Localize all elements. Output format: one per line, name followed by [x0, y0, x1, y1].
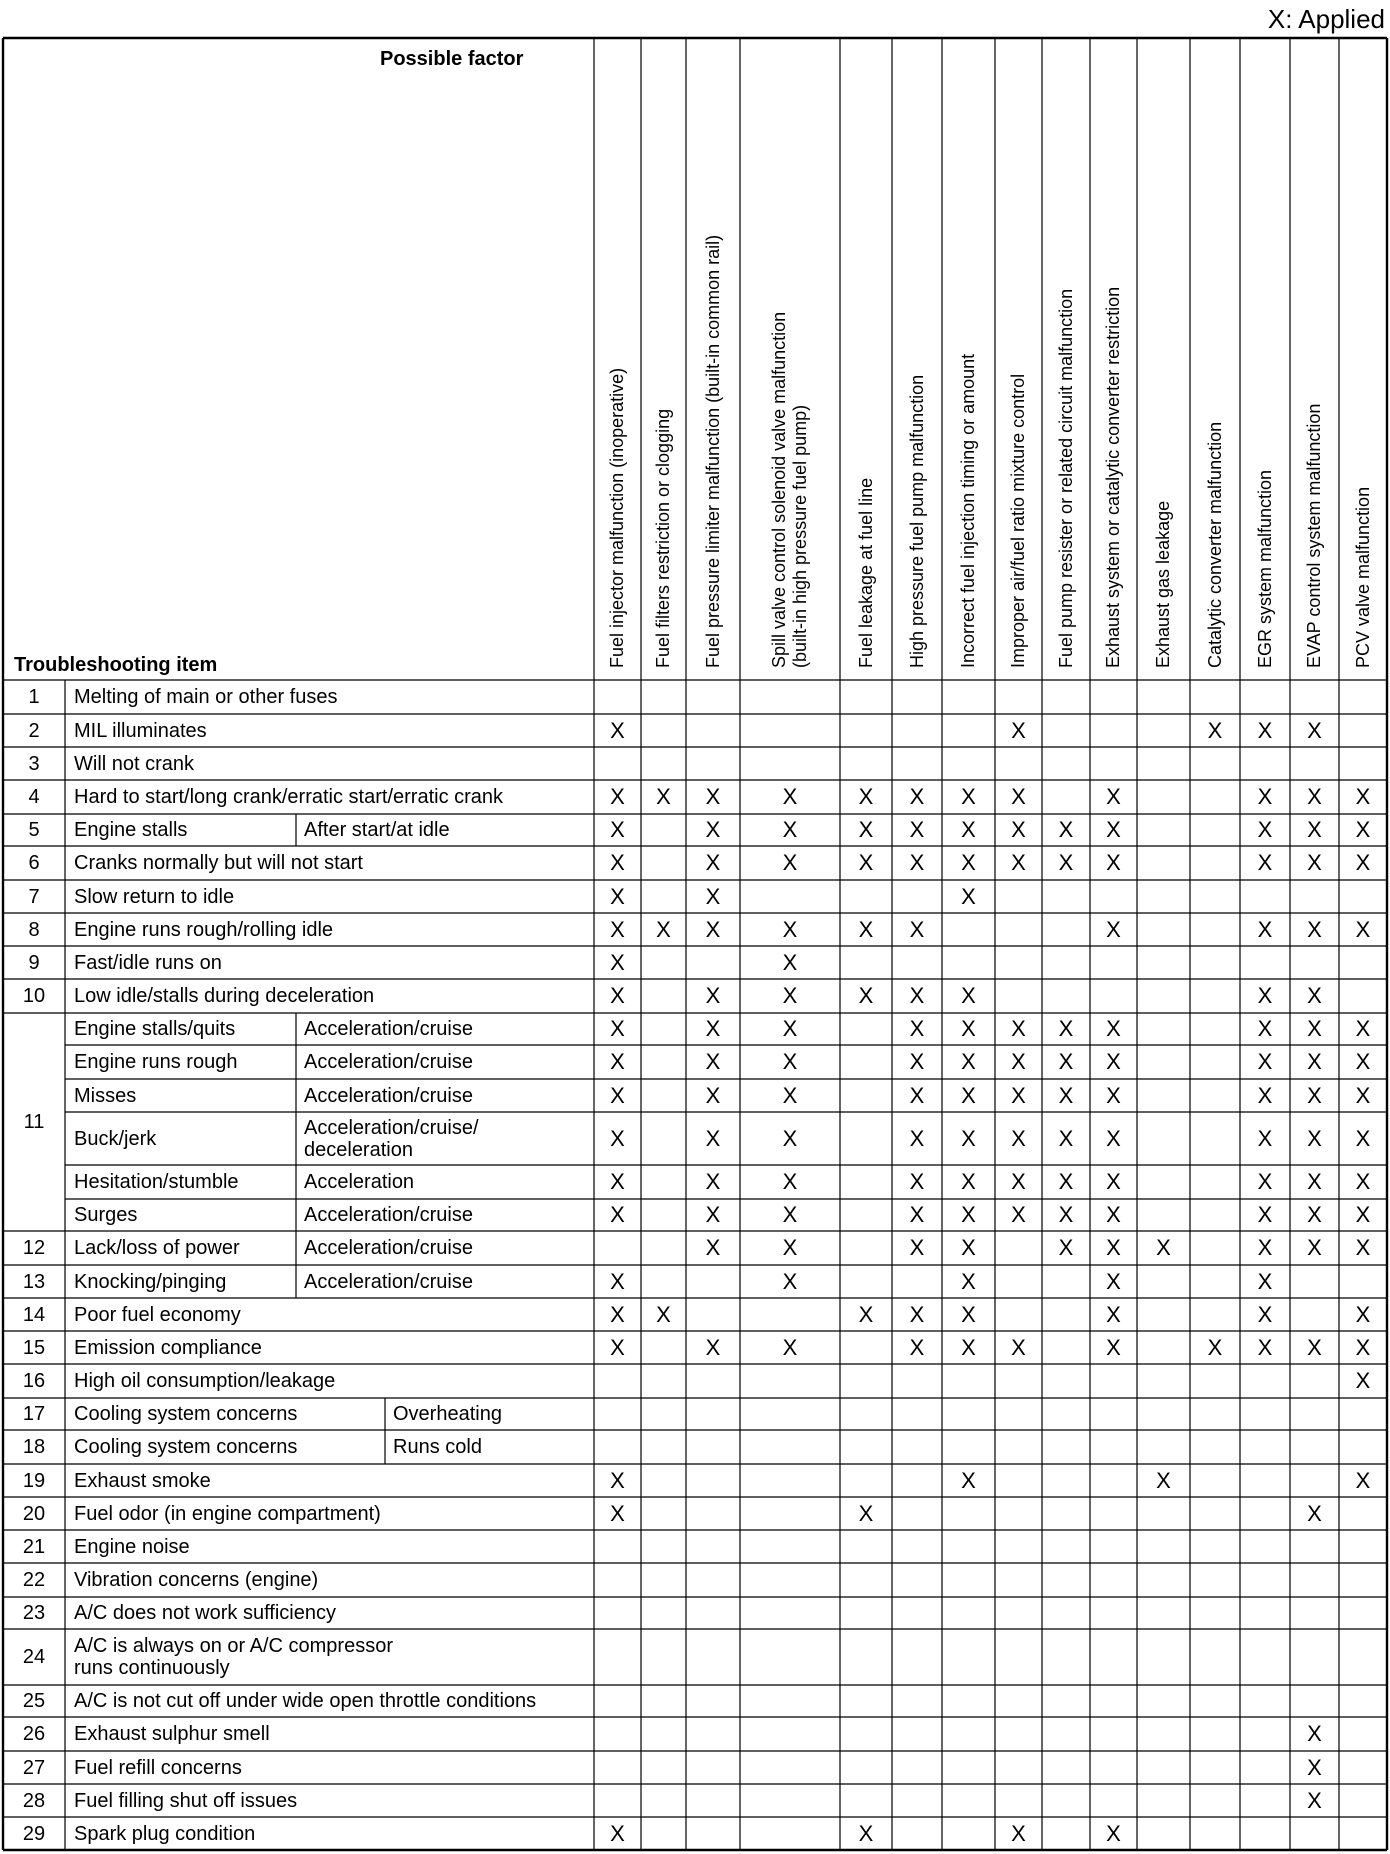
applied-mark: X [1106, 1301, 1121, 1327]
row-label: Engine stalls [74, 819, 188, 841]
applied-mark: X [1307, 1125, 1322, 1151]
applied-mark: X [1106, 1235, 1121, 1260]
applied-mark: X [1307, 1754, 1322, 1780]
applied-mark: X [1011, 1049, 1026, 1074]
row-label: Engine noise [74, 1535, 190, 1558]
column-header: Improper air/fuel ratio mixture control [1008, 373, 1028, 668]
row-number: 24 [22, 1646, 46, 1668]
applied-mark: X [1307, 983, 1322, 1008]
applied-mark: X [1058, 1016, 1074, 1041]
row-condition: Acceleration/cruise [304, 1237, 473, 1259]
column-header: EGR system malfunction [1255, 469, 1275, 668]
applied-mark: X [705, 983, 721, 1008]
applied-mark: X [961, 817, 976, 842]
applied-mark: X [610, 1169, 625, 1194]
applied-mark: X [1355, 1169, 1371, 1194]
row-number: 7 [28, 885, 40, 908]
applied-mark: X [1011, 1202, 1026, 1227]
applied-mark: X [656, 1301, 671, 1327]
applied-mark: X [610, 983, 625, 1008]
applied-mark: X [1106, 1169, 1121, 1194]
applied-mark: X [1011, 717, 1026, 743]
row-condition: Acceleration/cruise [304, 1018, 473, 1040]
troubleshooting-item-label: Troubleshooting item [14, 654, 218, 676]
applied-mark: X [610, 1500, 625, 1526]
applied-mark: X [1257, 1301, 1273, 1327]
applied-mark: X [610, 1082, 625, 1108]
row-number: 25 [22, 1690, 46, 1712]
row-label: A/C is always on or A/C compressor runs continuously [74, 1635, 393, 1679]
applied-mark: X [610, 1301, 625, 1327]
column-header: Spill valve control solenoid valve malfunction (built-in high pressure fuel pump) [769, 311, 810, 668]
column-header: Incorrect fuel injection timing or amount [958, 353, 978, 668]
applied-mark: X [961, 883, 976, 909]
row-label: Engine runs rough/rolling idle [74, 918, 334, 941]
row-number: 18 [22, 1436, 46, 1458]
applied-mark: X [610, 1820, 625, 1846]
applied-mark: X [858, 983, 874, 1008]
applied-mark: X [1307, 784, 1322, 809]
row-number: 10 [22, 985, 46, 1007]
row-label: Slow return to idle [74, 885, 235, 908]
applied-mark: X [909, 1125, 925, 1151]
row-number: 1 [28, 686, 40, 708]
applied-mark: X [610, 949, 625, 975]
applied-mark: X [610, 1049, 625, 1074]
applied-mark: X [909, 1049, 925, 1074]
applied-mark: X [1355, 817, 1371, 842]
applied-mark: X [610, 1467, 625, 1493]
applied-mark: X [909, 1016, 925, 1041]
column-header: Fuel filters restriction or clogging [653, 408, 673, 668]
applied-mark: X [1257, 1202, 1273, 1227]
column-header: Exhaust gas leakage [1153, 500, 1173, 668]
applied-mark: X [1257, 850, 1273, 875]
row-label: Engine runs rough [74, 1051, 238, 1073]
applied-mark: X [1106, 1202, 1121, 1227]
applied-mark: X [1058, 1049, 1074, 1074]
applied-mark: X [961, 1467, 976, 1493]
applied-mark: X [1257, 1082, 1273, 1108]
row-number: 17 [22, 1403, 46, 1425]
applied-mark: X [1355, 1467, 1371, 1493]
applied-mark: X [961, 1169, 976, 1194]
row-label: Exhaust smoke [74, 1469, 211, 1492]
row-label: Vibration concerns (engine) [74, 1569, 319, 1591]
applied-mark: X [1106, 1125, 1121, 1151]
applied-mark: X [961, 850, 976, 875]
column-header: High pressure fuel pump malfunction [907, 374, 927, 668]
applied-mark: X [705, 1016, 721, 1041]
applied-mark: X [782, 817, 798, 842]
applied-mark: X [961, 1049, 976, 1074]
applied-mark: X [782, 784, 798, 809]
applied-mark: X [1355, 1202, 1371, 1227]
applied-mark: X [961, 784, 976, 809]
applied-mark: X [1011, 1016, 1026, 1041]
applied-mark: X [1106, 850, 1121, 875]
applied-mark: X [1307, 1169, 1322, 1194]
applied-mark: X [705, 1169, 721, 1194]
applied-mark: X [1257, 983, 1273, 1008]
applied-mark: X [705, 850, 721, 875]
row-label: Fast/idle runs on [74, 951, 222, 974]
row-condition: Overheating [393, 1403, 502, 1425]
applied-mark: X [1156, 1467, 1171, 1493]
row-number: 16 [22, 1370, 46, 1392]
applied-mark: X [1106, 916, 1121, 942]
applied-mark: X [610, 916, 625, 942]
row-number: 12 [22, 1237, 46, 1259]
applied-mark: X [782, 983, 798, 1008]
row-label: Buck/jerk [74, 1127, 157, 1150]
applied-mark: X [1058, 1202, 1074, 1227]
applied-mark: X [782, 1016, 798, 1041]
applied-mark: X [1106, 1268, 1121, 1294]
row-label: Surges [74, 1204, 138, 1226]
row-number: 26 [22, 1723, 46, 1745]
applied-mark: X [1257, 1125, 1273, 1151]
row-condition: Acceleration [304, 1171, 415, 1193]
column-header: Fuel leakage at fuel line [856, 477, 876, 668]
row-label: Engine stalls/quits [74, 1018, 236, 1040]
row-label: Lack/loss of power [74, 1237, 240, 1259]
row-number: 3 [28, 752, 40, 775]
applied-mark: X [961, 1268, 976, 1294]
row-label: Melting of main or other fuses [74, 686, 338, 708]
applied-mark: X [858, 1301, 874, 1327]
applied-mark: X [909, 916, 925, 942]
row-label: Will not crank [74, 752, 195, 775]
applied-mark: X [782, 1334, 798, 1360]
row-label: Hard to start/long crank/erratic start/erratic crank [74, 786, 504, 808]
applied-mark: X [1106, 1334, 1121, 1360]
applied-mark: X [1058, 1169, 1074, 1194]
row-label: Exhaust sulphur smell [74, 1723, 270, 1745]
applied-mark: X [782, 1268, 798, 1294]
row-label: A/C is not cut off under wide open throttle conditions [74, 1690, 537, 1712]
applied-mark: X [705, 1082, 721, 1108]
row-label: Fuel filling shut off issues [74, 1789, 298, 1812]
row-number: 20 [22, 1502, 46, 1525]
applied-mark: X [961, 1202, 976, 1227]
applied-mark: X [909, 784, 925, 809]
applied-mark: X [610, 1125, 625, 1151]
row-condition: Acceleration/cruise [304, 1204, 473, 1226]
row-label: Low idle/stalls during deceleration [74, 985, 375, 1007]
applied-mark: X [705, 1049, 721, 1074]
applied-mark: X [1257, 916, 1273, 942]
applied-mark: X [961, 1334, 976, 1360]
possible-factor-label: Possible factor [380, 48, 524, 70]
applied-mark: X [1058, 850, 1074, 875]
row-condition: After start/at idle [304, 819, 450, 841]
applied-mark: X [909, 983, 925, 1008]
row-label: Spark plug condition [74, 1822, 256, 1845]
row-number: 13 [22, 1270, 46, 1293]
applied-mark: X [1307, 1235, 1322, 1260]
applied-mark: X [909, 1082, 925, 1108]
row-number: 21 [22, 1535, 46, 1558]
applied-mark: X [1257, 1268, 1273, 1294]
applied-mark: X [1307, 1049, 1322, 1074]
legend: X: Applied [1267, 4, 1385, 34]
applied-mark: X [1257, 1169, 1273, 1194]
row-label: Misses [74, 1084, 137, 1107]
applied-mark: X [1257, 1016, 1273, 1041]
applied-mark: X [782, 1082, 798, 1108]
applied-mark: X [1307, 1202, 1322, 1227]
column-header: EVAP control system malfunction [1304, 403, 1324, 668]
row-label: Cooling system concerns [74, 1403, 298, 1425]
applied-mark: X [705, 883, 721, 909]
applied-mark: X [961, 1301, 976, 1327]
applied-mark: X [1307, 916, 1322, 942]
row-label: Emission compliance [74, 1336, 262, 1359]
applied-mark: X [1355, 1334, 1371, 1360]
column-header: Exhaust system or catalytic converter restriction [1103, 286, 1123, 668]
applied-mark: X [1106, 784, 1121, 809]
applied-mark: X [1257, 784, 1273, 809]
applied-mark: X [909, 1235, 925, 1260]
applied-mark: X [610, 850, 625, 875]
applied-mark: X [610, 784, 625, 809]
applied-mark: X [1106, 1016, 1121, 1041]
applied-mark: X [656, 784, 671, 809]
applied-mark: X [1011, 1820, 1026, 1846]
row-label: Fuel odor (in engine compartment) [74, 1502, 381, 1525]
applied-mark: X [1307, 1721, 1322, 1746]
applied-mark: X [1156, 1235, 1171, 1260]
applied-mark: X [656, 916, 671, 942]
applied-mark: X [1011, 817, 1026, 842]
applied-mark: X [705, 1125, 721, 1151]
row-number: 28 [22, 1789, 46, 1812]
applied-mark: X [909, 1169, 925, 1194]
applied-mark: X [782, 1049, 798, 1074]
applied-mark: X [782, 850, 798, 875]
applied-mark: X [1106, 1082, 1121, 1108]
row-label: Cooling system concerns [74, 1436, 298, 1458]
row-number: 29 [22, 1822, 46, 1845]
row-condition: Acceleration/cruise [304, 1270, 473, 1293]
applied-mark: X [1106, 1820, 1121, 1846]
row-label: High oil consumption/leakage [74, 1370, 336, 1392]
row-number: 14 [22, 1303, 46, 1326]
applied-mark: X [1011, 1125, 1026, 1151]
applied-mark: X [610, 1334, 625, 1360]
applied-mark: X [705, 784, 721, 809]
applied-mark: X [1011, 784, 1026, 809]
applied-mark: X [1355, 1235, 1371, 1260]
applied-mark: X [705, 916, 721, 942]
row-number: 11 [23, 1111, 45, 1133]
applied-mark: X [610, 1202, 625, 1227]
row-condition: Acceleration/cruise [304, 1051, 473, 1073]
applied-mark: X [1307, 1016, 1322, 1041]
applied-mark: X [610, 717, 625, 743]
applied-mark: X [1058, 1082, 1074, 1108]
applied-mark: X [1011, 1169, 1026, 1194]
row-number: 19 [22, 1469, 46, 1492]
applied-mark: X [1355, 1125, 1371, 1151]
applied-mark: X [1207, 717, 1223, 743]
applied-mark: X [1355, 784, 1371, 809]
row-condition: Acceleration/cruise [304, 1084, 473, 1107]
applied-mark: X [858, 850, 874, 875]
applied-mark: X [1355, 916, 1371, 942]
applied-mark: X [1106, 1049, 1121, 1074]
applied-mark: X [705, 817, 721, 842]
applied-mark: X [909, 1202, 925, 1227]
applied-mark: X [1257, 817, 1273, 842]
applied-mark: X [782, 1235, 798, 1260]
applied-mark: X [858, 916, 874, 942]
applied-mark: X [1307, 1787, 1322, 1813]
applied-mark: X [1011, 1334, 1026, 1360]
applied-mark: X [961, 1125, 976, 1151]
row-number: 15 [22, 1336, 46, 1359]
applied-mark: X [1011, 1082, 1026, 1108]
applied-mark: X [1058, 1125, 1074, 1151]
applied-mark: X [961, 1016, 976, 1041]
row-label: Cranks normally but will not start [74, 852, 363, 874]
applied-mark: X [1355, 850, 1371, 875]
applied-mark: X [1355, 1016, 1371, 1041]
applied-mark: X [705, 1334, 721, 1360]
applied-mark: X [961, 983, 976, 1008]
applied-mark: X [610, 1268, 625, 1294]
column-header: PCV valve malfunction [1353, 486, 1373, 668]
applied-mark: X [1307, 1082, 1322, 1108]
applied-mark: X [1207, 1334, 1223, 1360]
column-header: Fuel pump resister or related circuit malfunction [1056, 288, 1076, 668]
applied-mark: X [1307, 1334, 1322, 1360]
applied-mark: X [782, 949, 798, 975]
applied-mark: X [782, 1202, 798, 1227]
row-number: 5 [28, 819, 40, 841]
applied-mark: X [858, 1500, 874, 1526]
row-label: Poor fuel economy [74, 1303, 241, 1326]
applied-mark: X [1257, 717, 1273, 743]
row-number: 2 [28, 719, 40, 742]
applied-mark: X [1257, 1235, 1273, 1260]
row-number: 22 [22, 1569, 46, 1591]
row-number: 9 [28, 951, 40, 974]
applied-mark: X [705, 1235, 721, 1260]
row-number: 23 [22, 1602, 46, 1624]
applied-mark: X [961, 1235, 976, 1260]
applied-mark: X [909, 1334, 925, 1360]
row-label: MIL illuminates [74, 719, 207, 742]
applied-mark: X [1307, 817, 1322, 842]
column-header: Fuel injector malfunction (inoperative) [607, 367, 627, 668]
applied-mark: X [1257, 1334, 1273, 1360]
applied-mark: X [610, 883, 625, 909]
row-number: 27 [22, 1756, 46, 1779]
applied-mark: X [858, 817, 874, 842]
applied-mark: X [1058, 1235, 1074, 1260]
row-condition: Runs cold [393, 1436, 482, 1458]
applied-mark: X [1355, 1082, 1371, 1108]
row-number: 6 [28, 852, 40, 874]
applied-mark: X [909, 850, 925, 875]
applied-mark: X [1307, 717, 1322, 743]
row-label: Knocking/pinging [74, 1270, 227, 1293]
applied-mark: X [1257, 1049, 1273, 1074]
applied-mark: X [1355, 1368, 1371, 1393]
row-number: 4 [28, 786, 40, 808]
column-header: Catalytic converter malfunction [1205, 421, 1225, 668]
applied-mark: X [782, 916, 798, 942]
applied-mark: X [1106, 817, 1121, 842]
applied-mark: X [610, 1016, 625, 1041]
applied-mark: X [782, 1169, 798, 1194]
applied-mark: X [782, 1125, 798, 1151]
applied-mark: X [1058, 817, 1074, 842]
row-label: A/C does not work sufficiency [74, 1602, 336, 1624]
applied-mark: X [1307, 850, 1322, 875]
applied-mark: X [858, 784, 874, 809]
column-header: Fuel pressure limiter malfunction (built-in common rail) [703, 234, 723, 668]
applied-mark: X [1307, 1500, 1322, 1526]
applied-mark: X [909, 1301, 925, 1327]
applied-mark: X [909, 817, 925, 842]
applied-mark: X [1355, 1301, 1371, 1327]
applied-mark: X [610, 817, 625, 842]
applied-mark: X [858, 1820, 874, 1846]
applied-mark: X [705, 1202, 721, 1227]
applied-mark: X [1011, 850, 1026, 875]
row-label: Hesitation/stumble [74, 1171, 239, 1193]
applied-mark: X [1355, 1049, 1371, 1074]
row-label: Fuel refill concerns [74, 1756, 242, 1779]
applied-mark: X [961, 1082, 976, 1108]
row-number: 8 [28, 918, 40, 941]
row-condition: Acceleration/cruise/ deceleration [304, 1116, 479, 1161]
